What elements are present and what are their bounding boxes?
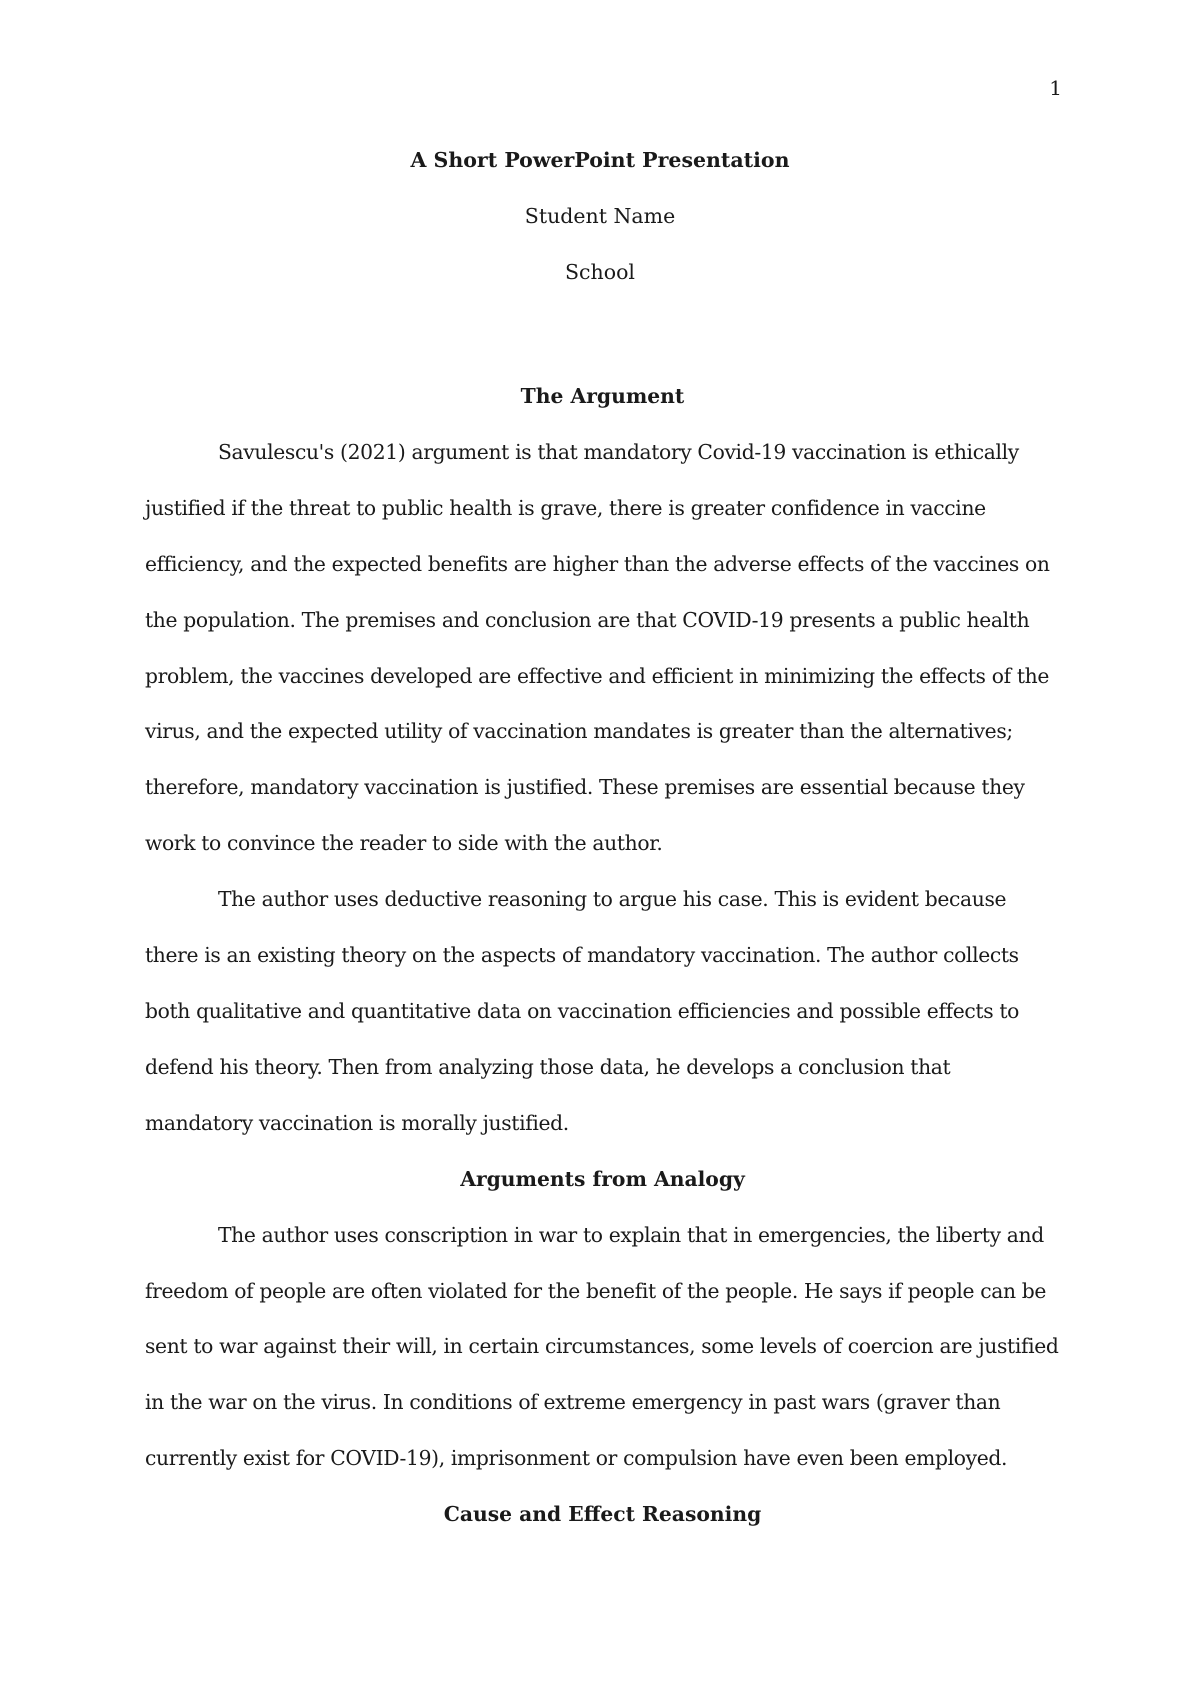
document-body: [145, 369, 1060, 1543]
document-title: A Short PowerPoint Presentation: [410, 148, 790, 172]
section-heading: The Argument: [520, 384, 685, 408]
section-arguments-from-analogy: [145, 1152, 1060, 1487]
section-heading: Cause and Effect Reasoning: [443, 1502, 762, 1527]
body-paragraph: The author uses conscription in war to explain that in emergencies, the liberty and freedom of people are often violated for the benefit of the people. He says if people can be sent to war against their will, in certain circumstances, some levels of coercion are justified in the war on the virus. In conditions of extreme emergency in past wars (graver than currently exist for COVID-19), imprisonment or compulsion have even been employed.: [145, 1222, 1059, 1471]
section-the-argument: [145, 369, 1060, 1152]
body-paragraph: Savulescu's (2021) argument is that mandatory Covid-19 vaccination is ethically justified if the threat to public health is grave, there is greater confidence in vaccine efficiency, and the expected benefits are higher than the adverse effects of the vaccines on the population. The premises and conclusion are that COVID-19 presents a public health problem, the vaccines developed are effective and efficient in minimizing the effects of the virus, and the expected utility of vaccination mandates is greater than the alternatives; therefore, mandatory vaccination is justified. These premises are essential because they work to convince the reader to side with the author.: [145, 439, 1050, 856]
section-cause-and-effect-reasoning: [145, 1487, 1060, 1543]
author-name: Student Name: [524, 204, 676, 228]
school-name: School: [565, 260, 635, 284]
body-paragraph: The author uses deductive reasoning to argue his case. This is evident because there is an existing theory on the aspects of mandatory vaccination. The author collects both qualitative and quantitative data on vaccination efficiencies and possible effects to defend his theory. Then from analyzing those data, he develops a conclusion that mandatory vaccination is morally justified.: [145, 887, 1020, 1135]
section-heading: Arguments from Analogy: [460, 1166, 745, 1191]
page-number: 1: [1049, 76, 1062, 100]
